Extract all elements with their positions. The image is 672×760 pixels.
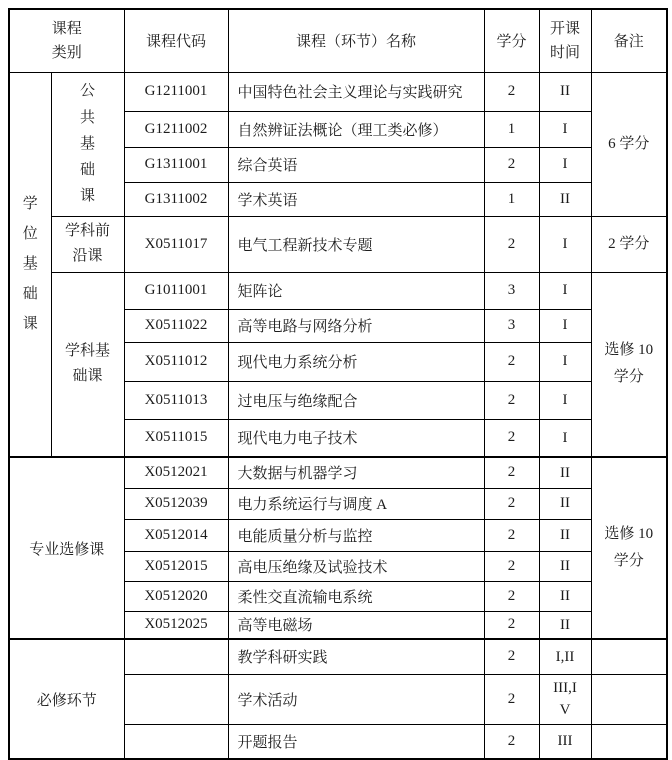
step-credits-cell: 2: [484, 724, 539, 759]
course-credits-cell: 2: [484, 381, 539, 419]
category-subject-basic-label: 学科基础课: [64, 342, 110, 385]
course-time-value: I: [562, 282, 568, 299]
category-elective-label: 专业选修课: [29, 541, 105, 558]
course-name-cell: 高电压绝缘及试验技术: [228, 551, 484, 581]
step-time-cell: [539, 674, 591, 724]
course-time-value: II: [560, 190, 570, 207]
note-subject-basic: [591, 272, 667, 457]
course-credits-cell: 2: [484, 216, 539, 272]
category-frontier-label: 学科前沿课: [64, 222, 110, 264]
category-elective: [9, 457, 124, 639]
header-category-label: 课程类别: [51, 20, 82, 61]
course-row: [9, 272, 667, 309]
course-name-cell: 高等电路与网络分析: [228, 309, 484, 342]
note-frontier: [591, 216, 667, 272]
category-degree-basic: [9, 72, 51, 457]
note-public-basic-label: 6 学分: [608, 135, 650, 152]
course-code-cell: X0511022: [124, 309, 228, 342]
course-time-cell: [539, 309, 591, 342]
step-name-cell: 教学科研实践: [228, 639, 484, 674]
step-credits-cell: 2: [484, 639, 539, 674]
category-required-steps: [9, 639, 124, 759]
course-name-cell: 现代电力电子技术: [228, 419, 484, 457]
course-time-cell: [539, 611, 591, 639]
course-code-cell: G1311002: [124, 182, 228, 216]
step-time-value: III: [557, 733, 573, 749]
course-credits-cell: 2: [484, 147, 539, 182]
course-name-cell: 矩阵论: [228, 272, 484, 309]
course-code-cell: X0511013: [124, 381, 228, 419]
category-public-basic-label: 公共基础课: [79, 83, 95, 205]
course-time-cell: [539, 147, 591, 182]
course-time-value: II: [560, 464, 570, 481]
course-time-value: I: [562, 120, 568, 137]
step-row: [9, 639, 667, 674]
note-frontier-label: 2 学分: [608, 235, 650, 252]
course-name-cell: 高等电磁场: [228, 611, 484, 639]
course-time-cell: [539, 419, 591, 457]
step-name-cell: 学术活动: [228, 674, 484, 724]
course-code-cell: G1011001: [124, 272, 228, 309]
course-name-cell: 学术英语: [228, 182, 484, 216]
header-time: [539, 9, 591, 72]
course-name-cell: 过电压与绝缘配合: [228, 381, 484, 419]
category-public-basic: [51, 72, 124, 216]
course-code-cell: X0512014: [124, 519, 228, 551]
course-credits-cell: 1: [484, 111, 539, 147]
course-time-value: I: [562, 317, 568, 334]
step-code-cell: [124, 639, 228, 674]
course-time-cell: [539, 111, 591, 147]
course-time-value: I: [562, 235, 568, 252]
course-code-cell: X0512015: [124, 551, 228, 581]
step-time-value: III,IV: [553, 679, 577, 718]
course-code-cell: G1311001: [124, 147, 228, 182]
course-code-cell: X0511015: [124, 419, 228, 457]
step-note-cell: [591, 724, 667, 759]
course-name-cell: 柔性交直流输电系统: [228, 581, 484, 611]
course-time-value: I: [562, 391, 568, 408]
note-public-basic: [591, 72, 667, 216]
course-time-value: II: [560, 587, 570, 604]
category-subject-basic: [51, 272, 124, 457]
course-time-cell: [539, 216, 591, 272]
step-time-cell: [539, 724, 591, 759]
note-elective: [591, 457, 667, 639]
curriculum-table: [8, 8, 668, 760]
course-time-cell: [539, 272, 591, 309]
course-name-cell: 中国特色社会主义理论与实践研究: [228, 72, 484, 111]
course-time-value: II: [560, 557, 570, 574]
header-time-label: 开课时间: [549, 20, 580, 61]
step-note-cell: [591, 639, 667, 674]
course-time-cell: [539, 381, 591, 419]
course-row: [9, 457, 667, 488]
course-time-cell: [539, 72, 591, 111]
category-degree-basic-label: 学位基础课: [22, 196, 38, 333]
header-note: 备注: [591, 9, 667, 72]
course-credits-cell: 3: [484, 309, 539, 342]
course-name-cell: 现代电力系统分析: [228, 342, 484, 381]
course-credits-cell: 3: [484, 272, 539, 309]
course-credits-cell: 2: [484, 551, 539, 581]
course-credits-cell: 2: [484, 419, 539, 457]
course-credits-cell: 2: [484, 581, 539, 611]
course-name-cell: 电气工程新技术专题: [228, 216, 484, 272]
course-time-cell: [539, 457, 591, 488]
course-time-value: II: [560, 526, 570, 543]
header-category: [9, 9, 124, 72]
course-time-value: II: [560, 616, 570, 633]
course-credits-cell: 2: [484, 488, 539, 519]
course-name-cell: 自然辨证法概论（理工类必修）: [228, 111, 484, 147]
course-row: [9, 72, 667, 111]
step-time-cell: [539, 639, 591, 674]
header-credits: 学分: [484, 9, 539, 72]
course-time-value: I: [562, 429, 568, 446]
header-row: [9, 9, 667, 72]
course-time-cell: [539, 342, 591, 381]
course-code-cell: X0511017: [124, 216, 228, 272]
course-code-cell: X0512025: [124, 611, 228, 639]
course-time-value: II: [560, 495, 570, 512]
course-code-cell: X0512020: [124, 581, 228, 611]
note-elective-label: 选修 10 学分: [604, 526, 654, 569]
course-credits-cell: 2: [484, 611, 539, 639]
course-time-cell: [539, 182, 591, 216]
course-time-cell: [539, 581, 591, 611]
category-frontier: [51, 216, 124, 272]
course-code-cell: G1211001: [124, 72, 228, 111]
category-required-steps-label: 必修环节: [36, 692, 97, 709]
step-note-cell: [591, 674, 667, 724]
course-code-cell: X0512039: [124, 488, 228, 519]
course-code-cell: X0511012: [124, 342, 228, 381]
step-code-cell: [124, 724, 228, 759]
header-name: 课程（环节）名称: [228, 9, 484, 72]
step-name-cell: 开题报告: [228, 724, 484, 759]
step-credits-cell: 2: [484, 674, 539, 724]
course-time-cell: [539, 488, 591, 519]
course-name-cell: 大数据与机器学习: [228, 457, 484, 488]
note-subject-basic-label: 选修 10 学分: [604, 342, 654, 386]
course-name-cell: 电能质量分析与监控: [228, 519, 484, 551]
course-time-cell: [539, 519, 591, 551]
course-credits-cell: 2: [484, 457, 539, 488]
step-time-value: I,II: [555, 648, 575, 665]
course-credits-cell: 2: [484, 72, 539, 111]
course-time-cell: [539, 551, 591, 581]
course-time-value: I: [562, 353, 568, 370]
course-credits-cell: 2: [484, 519, 539, 551]
course-credits-cell: 1: [484, 182, 539, 216]
header-code: 课程代码: [124, 9, 228, 72]
course-name-cell: 电力系统运行与调度 A: [228, 488, 484, 519]
step-code-cell: [124, 674, 228, 724]
course-code-cell: X0512021: [124, 457, 228, 488]
course-time-value: II: [560, 83, 570, 100]
course-row: [9, 216, 667, 272]
course-name-cell: 综合英语: [228, 147, 484, 182]
course-code-cell: G1211002: [124, 111, 228, 147]
course-time-value: I: [562, 156, 568, 173]
course-credits-cell: 2: [484, 342, 539, 381]
